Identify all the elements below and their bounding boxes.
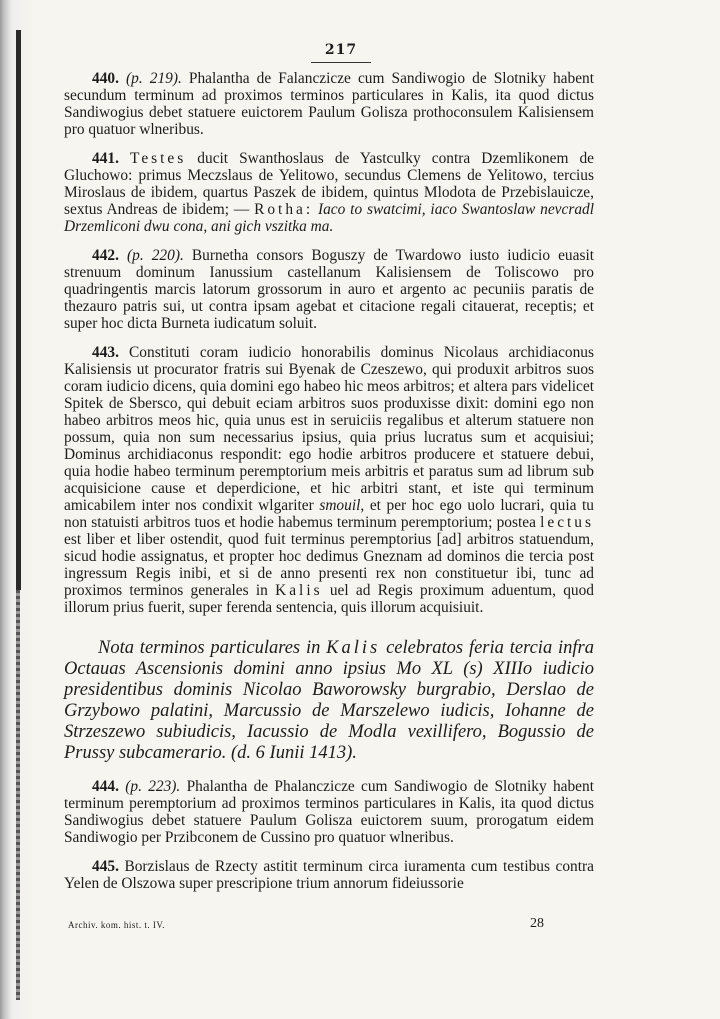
spaced-word: lectus	[540, 514, 594, 531]
entry-443	[64, 344, 594, 616]
entry-text: est liber et liber ostendit, quod fuit terminus peremptorius [ad] arbitros statuendum, sicud hodie assignatus, et propter hoc dedimus Gneznam ad dominos die tercia post ingressum Regis inibi, et si de anno presenti rex non constituetur ibi, tunc ad proximos terminos generales in	[64, 531, 594, 599]
heading-text: celebratos feria tercia infra Octauas Ascensionis domini anno ipsius Mo XL (s) XIIIo iudicio presidentibus dominis Nicolao Baworowsky burgrabio, Derslao de Grzybowo palatini, Marcussio de Marszelewo iudicis, Iohanne de Strzeszewo subiudicis, Iacussio de Modla vexillifero, Bogussio de Prussy subcamerario. (d. 6 Iunii 1413).	[64, 638, 594, 763]
entry-442	[64, 247, 594, 332]
binding-edge	[0, 0, 34, 1019]
section-heading	[64, 638, 594, 764]
footer-source: Archiv. kom. hist. t. IV.	[68, 920, 165, 930]
spaced-word: Kalis	[326, 638, 381, 658]
italic-word: smouil	[319, 497, 361, 514]
entry-text: Burnetha consors Boguszy de Twardowo iusto iudicio euasit strenuum dominum Ianussium castellanum Kalisiensem de Toliscowo pro quadringentis marcis latorum grossorum in auro et argento ac pecuniis paratis de thezauro patris sui, ut contra ipsam agebat et citacione regali citauerat, receptis; et super hoc dicta Burneta iudicatum soluit.	[64, 247, 594, 332]
entry-444	[64, 778, 594, 846]
heading-text: Nota terminos particulares in	[98, 638, 327, 658]
page-number: 217	[324, 42, 358, 58]
binding-shadow	[16, 30, 21, 590]
entry-text: Phalantha de Phalanczicze cum Sandiwogio de Slotniky habent terminum peremptorium ad proximos terminos particulares in Kalis, ita quod dictus Sandiwogius debet statuere Paulum Golisza euictorem suum, prorogatum eidem Sandiwogio per Przibconem de Cussino pro quatuor wlneribus.	[64, 778, 594, 846]
entry-number: 445.	[92, 858, 119, 875]
page-reference: (p. 223).	[125, 778, 181, 795]
page-number-rule	[311, 62, 371, 63]
spaced-word: Kalis	[275, 582, 323, 599]
binding-texture	[16, 590, 20, 1000]
page-reference: (p. 219).	[126, 70, 182, 87]
entry-text: ducit Swanthoslaus de Yastculky contra Dzemlikonem de Gluchowo: primus Meczslaus de Yelitowo, secundus Clemens de Yelitowo, tercius Miroslaus de ibidem, quartus Paszek de ibidem, quintus Mlodota de Przebislauicze, sextus Andreas de ibidem; —	[64, 150, 595, 218]
entry-text: , et per hoc ego uolo lucrari, quia tu non statuisti arbitros tuos et hodie habemus terminum peremptorium; postea	[64, 497, 594, 531]
entry-text: Borzislaus de Rzecty astitit terminum circa iuramenta cum testibus contra Yelen de Olszowa super prescripione trium annorum fideiussorie	[64, 858, 594, 892]
entry-number: 441.	[92, 150, 119, 167]
entry-text: Phalantha de Falanczicze cum Sandiwogio de Slotniky habent secundum terminum ad proximos terminos particulares in Kalis, ita quod dictus Sandiwogius debet statuere euictorem Paulum Golisza prothoconsulem Kalisiensem pro quatuor wlneribus.	[64, 70, 595, 138]
entry-number: 443.	[92, 344, 119, 361]
entry-440	[64, 70, 594, 138]
entry-441	[64, 150, 594, 235]
entry-445	[64, 858, 594, 892]
footer-folio: 28	[530, 916, 544, 931]
entry-text: uel ad Regis proximum aduentum, quod illorum prius fuerit, super ferenda sentencia, quis illorum acquisiuit.	[64, 582, 594, 616]
entry-number: 440.	[92, 70, 119, 87]
document-body	[64, 70, 594, 904]
entry-number: 444.	[92, 778, 119, 795]
page-reference: (p. 220).	[127, 247, 184, 264]
entry-number: 442.	[92, 247, 119, 264]
spaced-word: Rotha:	[254, 201, 314, 218]
spaced-word: Testes	[130, 150, 187, 167]
entry-text: Constituti coram iudicio honorabilis dominus Nicolaus archidiaconus Kalisiensis ut procurator fratris sui Byenak de Czeszewo, qui produxit arbitros suos coram iudicio dicens, quia domini ego habeo hic meos arbitros; et altera pars videlicet Spitek de Sbersco, qui debuit eciam arbitros suos produxisse dixit: domini ego non habeo arbitros meos hic, quia unus est in seruiciis regalibus et alterum statuere non possum, quia non sum necessarius ipsius, quia prius lucratus sum et acquisiui; Dominus archidiaconus respondit: ego hodie arbitros producere et statuere debui, quia hodie habeo terminum peremptorium meis arbitris et paratus sum ad librum sub acquisicione cause et deperdicione, et hic arbitri stant, et iste qui terminum amicabilem inter nos condixit wlgariter	[64, 344, 594, 514]
vernacular-quote: Iaco to swatcimi, iaco Swantoslaw nevcradl Drzemliconi dwu cona, ani gich vszitka ma.	[64, 201, 594, 235]
